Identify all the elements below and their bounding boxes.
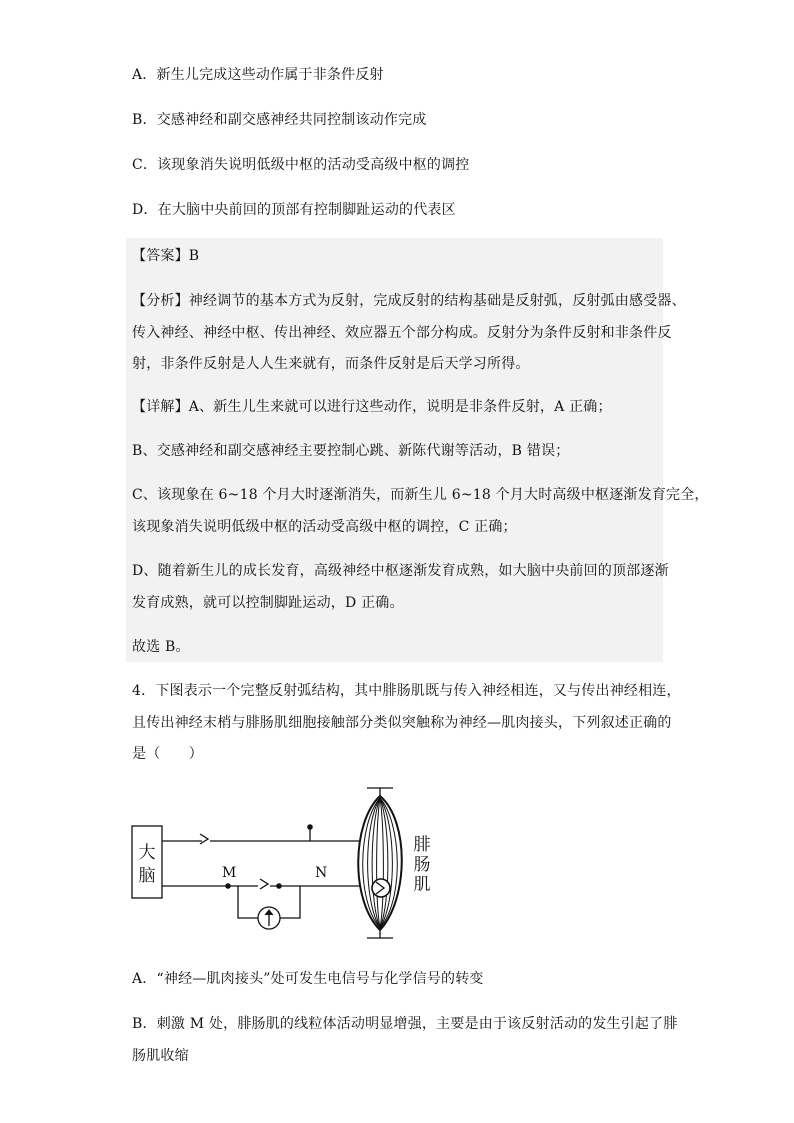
option-q3-b: B．交感神经和副交感神经共同控制该动作完成	[132, 112, 427, 128]
analysis-line: 射，非条件反射是人人生来就有，而条件反射是后天学习所得。	[132, 356, 530, 372]
point-m-label: M	[222, 865, 237, 881]
analysis-line: 传入神经、神经中枢、传出神经、效应器五个部分构成。反射分为条件反射和非条件反	[132, 325, 672, 341]
muscle-label: 腓	[413, 835, 431, 855]
gastrocnemius-muscle	[358, 788, 402, 938]
option-q4-a: A．“神经—肌肉接头”处可发生电信号与化学信号的转变	[132, 971, 484, 987]
option-q3-a: A．新生儿完成这些动作属于非条件反射	[132, 67, 384, 83]
detail-line: C、该现象在 6~18 个月大时逐渐消失，而新生儿 6~18 个月大时高级中枢逐渐发育完全，	[132, 487, 709, 503]
analysis-line: 【分析】神经调节的基本方式为反射，完成反射的结构基础是反射弧，反射弧由感受器、	[132, 293, 686, 309]
detail-line: 【详解】A、新生儿生来就可以进行这些动作，说明是非条件反射，A 正确；	[132, 399, 612, 415]
option-q4-b: B．刺激 M 处，腓肠肌的线粒体活动明显增强，主要是由于该反射活动的发生引起了腓	[132, 1016, 678, 1032]
question-stem: 且传出神经末梢与腓肠肌细胞接触部分类似突触称为神经—肌肉接头，下列叙述正确的	[132, 715, 672, 731]
conclusion-line: 故选 B。	[132, 639, 190, 655]
muscle-label: 肠	[413, 855, 431, 875]
question-stem: 是（ ）	[132, 746, 203, 762]
option-q4-b-cont: 肠肌收缩	[132, 1048, 189, 1064]
brain-label: 脑	[138, 866, 156, 886]
brain-label: 大	[138, 843, 156, 863]
answer-line: 【答案】B	[132, 248, 200, 264]
detail-line: B、交感神经和副交感神经主要控制心跳、新陈代谢等活动，B 错误；	[132, 443, 570, 459]
detail-line: D、随着新生儿的成长发育，高级神经中枢逐渐发育成熟，如大脑中央前回的顶部逐渐	[132, 563, 669, 579]
option-q3-d: D．在大脑中央前回的顶部有控制脚趾运动的代表区	[132, 202, 456, 218]
reflex-arc-diagram	[130, 784, 440, 944]
muscle-label: 肌	[413, 875, 431, 895]
question-stem: 4．下图表示一个完整反射弧结构，其中腓肠肌既与传入神经相连，又与传出神经相连，	[132, 683, 681, 699]
point-n-label: N	[315, 865, 328, 881]
detail-line: 发育成熟，就可以控制脚趾运动，D 正确。	[132, 595, 404, 611]
detail-line: 该现象消失说明低级中枢的活动受高级中枢的调控，C 正确；	[132, 519, 517, 535]
option-q3-c: C．该现象消失说明低级中枢的活动受高级中枢的调控	[132, 157, 470, 173]
